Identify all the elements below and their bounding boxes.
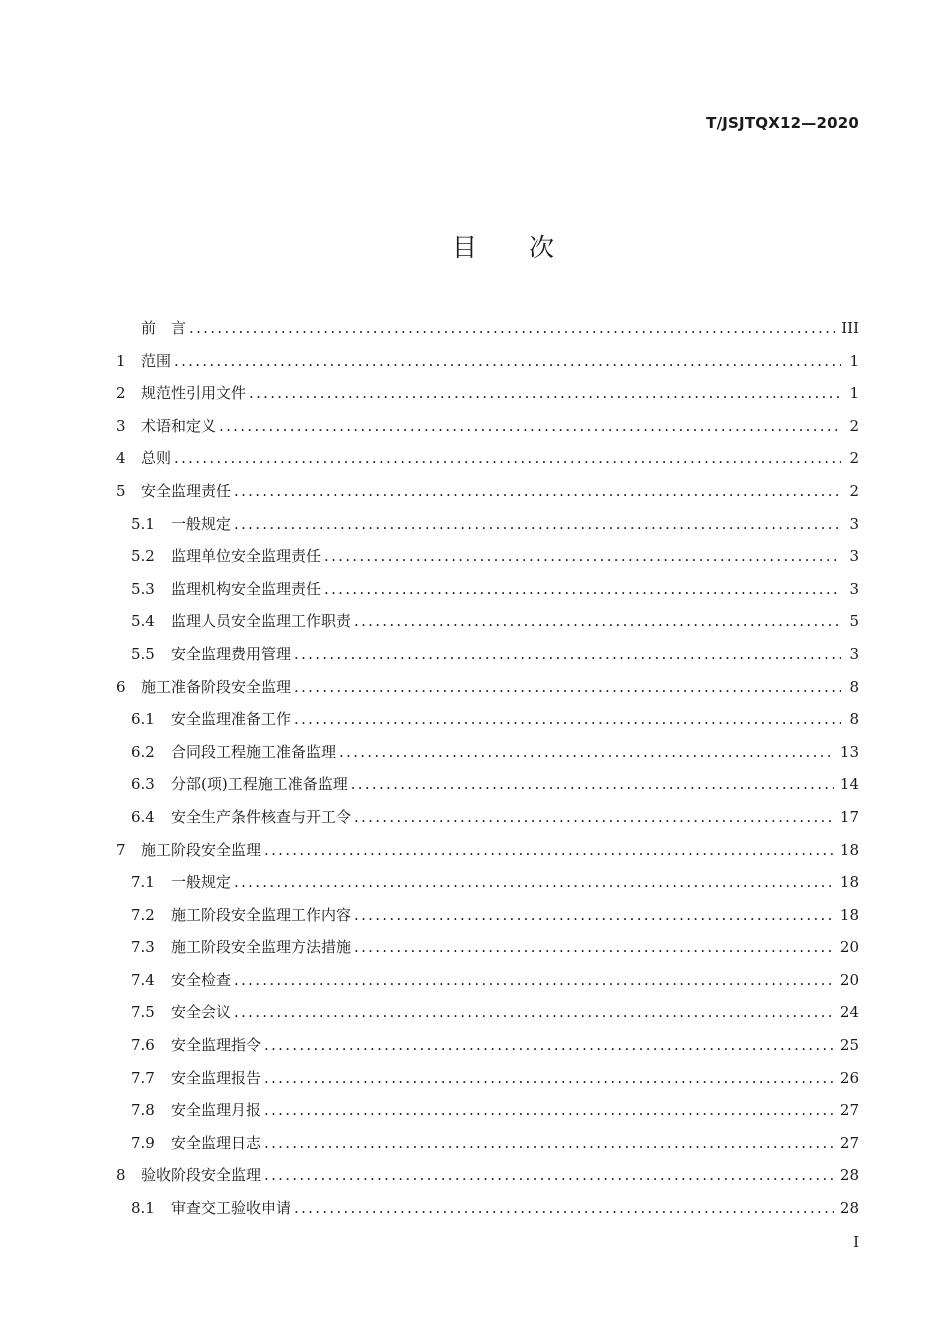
toc-entry-number: 8 <box>116 1166 126 1185</box>
toc-entry-page: 8 <box>849 677 859 696</box>
toc-entry-number: 4 <box>116 449 126 468</box>
toc-entry[interactable] <box>116 899 859 932</box>
toc-entry-number: 7.2 <box>131 905 155 924</box>
toc-entry-number: 6.2 <box>131 742 155 761</box>
toc-entry-page: III <box>841 319 859 337</box>
toc-leader-dots <box>219 410 841 443</box>
toc-entry-label: 审查交工验收申请 <box>171 1199 292 1218</box>
toc-entry-number: 5.2 <box>131 547 155 566</box>
table-of-contents <box>116 312 859 1225</box>
toc-leader-dots <box>354 605 841 638</box>
toc-entry-number: 1 <box>116 351 126 370</box>
toc-entry-page: 8 <box>849 710 859 729</box>
toc-entry-page: 27 <box>839 1101 859 1120</box>
toc-entry-number: 7.6 <box>131 1036 155 1055</box>
toc-entry-number: 2 <box>116 384 126 403</box>
toc-entry-label: 分部(项)工程施工准备监理 <box>171 775 348 794</box>
toc-entry-page: 14 <box>839 775 859 794</box>
toc-entry-label: 规范性引用文件 <box>141 384 247 403</box>
toc-entry-number: 5 <box>116 481 126 500</box>
toc-entry-label: 施工阶段安全监理 <box>141 840 262 859</box>
toc-leader-dots <box>234 866 834 899</box>
toc-entry[interactable] <box>116 475 859 508</box>
toc-entry[interactable] <box>116 834 859 867</box>
toc-entry-page: 2 <box>849 481 859 500</box>
toc-leader-dots <box>294 671 841 704</box>
toc-entry-number: 6.1 <box>131 710 155 729</box>
toc-entry-label: 术语和定义 <box>141 416 217 435</box>
toc-entry-label: 一般规定 <box>171 514 232 533</box>
toc-entry[interactable] <box>116 736 859 769</box>
toc-entry[interactable] <box>116 377 859 410</box>
page-number: I <box>853 1233 859 1251</box>
toc-entry-page: 3 <box>849 644 859 663</box>
toc-leader-dots <box>354 899 834 932</box>
toc-leader-dots <box>234 996 834 1029</box>
toc-entry[interactable] <box>116 312 859 345</box>
toc-entry-page: 1 <box>849 351 859 370</box>
toc-entry-label: 合同段工程施工准备监理 <box>171 742 337 761</box>
toc-entry[interactable] <box>116 703 859 736</box>
toc-entry-number: 6.3 <box>131 775 155 794</box>
toc-leader-dots <box>354 931 834 964</box>
toc-entry-page: 13 <box>839 742 859 761</box>
toc-entry[interactable] <box>116 996 859 1029</box>
toc-entry-number: 7.9 <box>131 1133 155 1152</box>
toc-entry-label: 验收阶段安全监理 <box>141 1166 262 1185</box>
toc-entry-number: 7 <box>116 840 126 859</box>
toc-entry-page: 18 <box>839 905 859 924</box>
toc-entry-page: 1 <box>849 384 859 403</box>
toc-entry-page: 3 <box>849 579 859 598</box>
toc-entry-page: 20 <box>839 970 859 989</box>
toc-entry-label: 安全生产条件核查与开工令 <box>171 807 352 826</box>
toc-leader-dots <box>351 768 834 801</box>
toc-leader-dots <box>264 1159 834 1192</box>
toc-leader-dots <box>264 834 834 867</box>
toc-entry-number: 6.4 <box>131 807 155 826</box>
toc-leader-dots <box>174 442 841 475</box>
toc-leader-dots <box>264 1062 834 1095</box>
toc-leader-dots <box>324 573 841 606</box>
toc-entry-number: 5.1 <box>131 514 155 533</box>
toc-entry-label: 一般规定 <box>171 873 232 892</box>
toc-entry-page: 25 <box>839 1036 859 1055</box>
toc-entry-label: 安全监理准备工作 <box>171 710 292 729</box>
toc-entry[interactable] <box>116 964 859 997</box>
toc-entry[interactable] <box>116 508 859 541</box>
toc-entry-number: 5.3 <box>131 579 155 598</box>
toc-entry-page: 27 <box>839 1133 859 1152</box>
toc-entry[interactable] <box>116 931 859 964</box>
toc-entry-number: 7.3 <box>131 938 155 957</box>
toc-entry-number: 7.4 <box>131 970 155 989</box>
toc-leader-dots <box>264 1127 834 1160</box>
toc-leader-dots <box>234 508 841 541</box>
toc-entry-page: 17 <box>839 807 859 826</box>
toc-entry-label: 施工阶段安全监理方法措施 <box>171 938 352 957</box>
toc-entry-label: 安全监理日志 <box>171 1133 262 1152</box>
toc-entry-page: 2 <box>849 449 859 468</box>
toc-entry-number: 6 <box>116 677 126 696</box>
toc-entry[interactable] <box>116 1159 859 1192</box>
toc-entry[interactable] <box>116 345 859 378</box>
toc-entry-label: 安全检查 <box>171 970 232 989</box>
toc-entry-page: 26 <box>839 1068 859 1087</box>
toc-entry[interactable] <box>116 605 859 638</box>
toc-entry-number: 5.5 <box>131 644 155 663</box>
toc-entry-label: 安全会议 <box>171 1003 232 1022</box>
toc-entry[interactable] <box>116 801 859 834</box>
toc-leader-dots <box>339 736 834 769</box>
toc-entry[interactable] <box>116 1192 859 1225</box>
toc-entry[interactable] <box>116 1062 859 1095</box>
toc-entry-number: 7.7 <box>131 1068 155 1087</box>
toc-leader-dots <box>294 1192 834 1225</box>
toc-leader-dots <box>174 345 841 378</box>
toc-leader-dots <box>234 964 834 997</box>
toc-entry[interactable] <box>116 540 859 573</box>
toc-leader-dots <box>294 638 841 671</box>
toc-leader-dots <box>234 475 841 508</box>
toc-title: 目 次 <box>452 233 576 262</box>
toc-entry-number: 5.4 <box>131 612 155 631</box>
toc-entry-page: 5 <box>849 612 859 631</box>
toc-entry[interactable] <box>116 671 859 704</box>
toc-leader-dots <box>324 540 841 573</box>
toc-entry-number: 7.8 <box>131 1101 155 1120</box>
toc-entry-page: 28 <box>839 1199 859 1218</box>
toc-entry[interactable] <box>116 638 859 671</box>
toc-leader-dots <box>189 312 835 345</box>
toc-entry-page: 3 <box>849 514 859 533</box>
toc-entry-label: 前 言 <box>141 319 187 337</box>
toc-entry[interactable] <box>116 866 859 899</box>
toc-entry[interactable] <box>116 1127 859 1160</box>
toc-entry-label: 监理人员安全监理工作职责 <box>171 612 352 631</box>
toc-entry-label: 安全监理费用管理 <box>171 644 292 663</box>
toc-entry-page: 24 <box>839 1003 859 1022</box>
document-code: T/JSJTQX12—2020 <box>706 114 859 132</box>
toc-leader-dots <box>264 1094 834 1127</box>
toc-entry-label: 安全监理责任 <box>141 481 232 500</box>
toc-entry-number: 8.1 <box>131 1199 155 1218</box>
toc-entry[interactable] <box>116 768 859 801</box>
toc-entry[interactable] <box>116 442 859 475</box>
toc-leader-dots <box>294 703 841 736</box>
toc-entry[interactable] <box>116 410 859 443</box>
toc-entry-label: 施工准备阶段安全监理 <box>141 677 292 696</box>
toc-entry-label: 施工阶段安全监理工作内容 <box>171 905 352 924</box>
toc-entry-page: 2 <box>849 416 859 435</box>
toc-leader-dots <box>264 1029 834 1062</box>
toc-leader-dots <box>354 801 834 834</box>
toc-entry-label: 监理单位安全监理责任 <box>171 547 322 566</box>
toc-entry-label: 安全监理报告 <box>171 1068 262 1087</box>
toc-entry-number: 7.1 <box>131 873 155 892</box>
toc-entry-label: 安全监理月报 <box>171 1101 262 1120</box>
toc-entry-page: 20 <box>839 938 859 957</box>
toc-entry[interactable] <box>116 1094 859 1127</box>
toc-entry-page: 28 <box>839 1166 859 1185</box>
toc-entry-page: 18 <box>839 840 859 859</box>
toc-entry-label: 总则 <box>141 449 172 468</box>
toc-entry-number: 7.5 <box>131 1003 155 1022</box>
toc-entry-label: 范围 <box>141 351 172 370</box>
toc-entry[interactable] <box>116 573 859 606</box>
toc-entry-number: 3 <box>116 416 126 435</box>
toc-entry-page: 3 <box>849 547 859 566</box>
toc-entry-label: 安全监理指令 <box>171 1036 262 1055</box>
toc-leader-dots <box>249 377 841 410</box>
toc-entry-page: 18 <box>839 873 859 892</box>
toc-entry[interactable] <box>116 1029 859 1062</box>
toc-entry-label: 监理机构安全监理责任 <box>171 579 322 598</box>
